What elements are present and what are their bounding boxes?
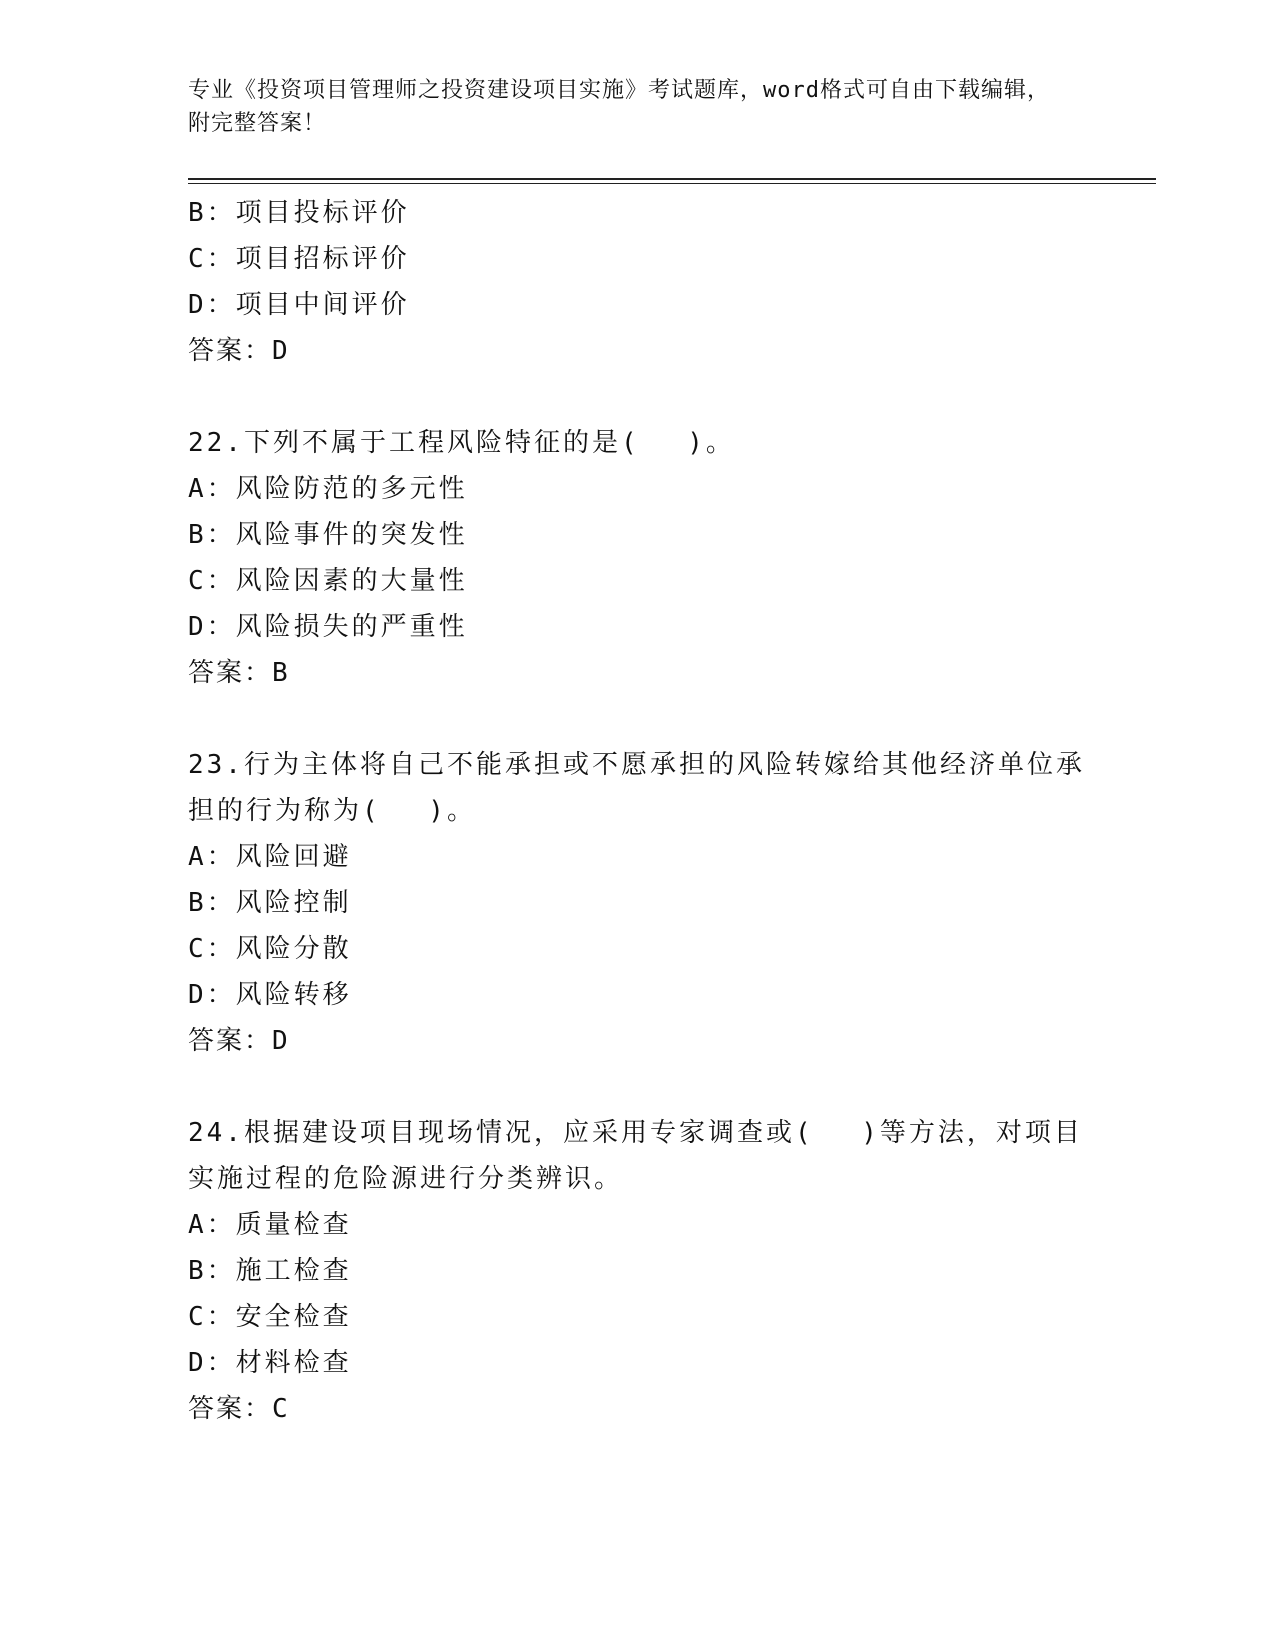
question-22-option-a: A：风险防范的多元性 bbox=[188, 474, 468, 504]
header-divider-thin bbox=[188, 183, 1156, 184]
question-22-stem: 22.下列不属于工程风险特征的是( )。 bbox=[188, 428, 735, 458]
question-24-option-a: A：质量检查 bbox=[188, 1210, 352, 1240]
document-header: 专业《投资项目管理师之投资建设项目实施》考试题库，word格式可自由下载编辑，附完整答案！ bbox=[188, 78, 1050, 136]
question-22-option-d: D：风险损失的严重性 bbox=[188, 612, 468, 642]
question-24-option-d: D：材料检查 bbox=[188, 1348, 352, 1378]
question-23-option-a: A：风险回避 bbox=[188, 842, 352, 872]
question-22 bbox=[188, 420, 1088, 696]
question-24-stem-line-2: 实施过程的危险源进行分类辨识。 bbox=[188, 1164, 624, 1194]
question-23-option-d: D：风险转移 bbox=[188, 980, 352, 1010]
question-22-answer: 答案：B bbox=[188, 658, 290, 688]
question-23-stem-line-1: 23.行为主体将自己不能承担或不愿承担的风险转嫁给其他经济单位承 bbox=[188, 750, 1085, 780]
question-21-answer: 答案：D bbox=[188, 336, 290, 366]
question-23-answer: 答案：D bbox=[188, 1026, 290, 1056]
question-24 bbox=[188, 1110, 1088, 1432]
question-23-stem-line-2: 担的行为称为( )。 bbox=[188, 796, 476, 826]
question-24-stem-line-1: 24.根据建设项目现场情况，应采用专家调查或( )等方法，对项目 bbox=[188, 1118, 1083, 1148]
question-21 bbox=[188, 190, 1088, 374]
question-23-option-c: C：风险分散 bbox=[188, 934, 352, 964]
question-21-option-d: D：项目中间评价 bbox=[188, 290, 410, 320]
question-23-option-b: B：风险控制 bbox=[188, 888, 352, 918]
question-22-option-b: B：风险事件的突发性 bbox=[188, 520, 468, 550]
question-list bbox=[188, 190, 1088, 1432]
question-24-answer: 答案：C bbox=[188, 1394, 290, 1424]
question-22-option-c: C：风险因素的大量性 bbox=[188, 566, 468, 596]
question-24-option-b: B：施工检查 bbox=[188, 1256, 352, 1286]
question-21-option-c: C：项目招标评价 bbox=[188, 244, 410, 274]
question-24-option-c: C：安全检查 bbox=[188, 1302, 352, 1332]
header-divider-thick bbox=[188, 178, 1156, 180]
question-23 bbox=[188, 742, 1088, 1064]
question-21-option-b: B：项目投标评价 bbox=[188, 198, 410, 228]
